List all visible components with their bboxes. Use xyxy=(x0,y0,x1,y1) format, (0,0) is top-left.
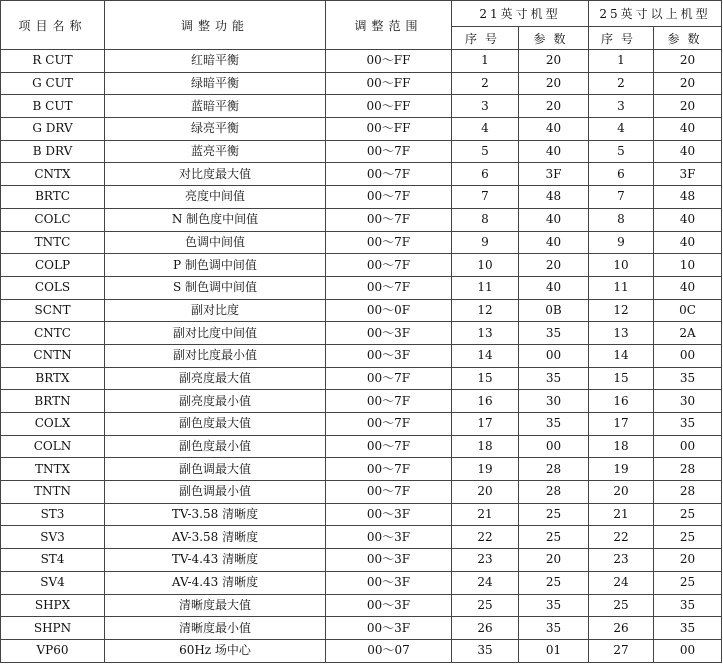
cell-item: B DRV xyxy=(1,140,105,163)
cell-seq-21: 25 xyxy=(452,594,519,617)
cell-item: SHPN xyxy=(1,617,105,640)
cell-param-21: 40 xyxy=(519,231,589,254)
table-row xyxy=(1,95,722,118)
cell-seq-25: 15 xyxy=(589,367,654,390)
table-row xyxy=(1,390,722,413)
cell-seq-21: 20 xyxy=(452,481,519,504)
table-row xyxy=(1,413,722,436)
cell-function: TV-4.43 清晰度 xyxy=(105,549,326,572)
cell-param-21: 3F xyxy=(519,163,589,186)
cell-param-25: 25 xyxy=(654,571,722,594)
cell-range: 00～7F xyxy=(326,276,452,299)
cell-param-21: 20 xyxy=(519,72,589,95)
table-body xyxy=(1,50,722,663)
cell-item: SV3 xyxy=(1,526,105,549)
cell-seq-25: 19 xyxy=(589,458,654,481)
cell-seq-21: 13 xyxy=(452,322,519,345)
cell-item: COLS xyxy=(1,276,105,299)
cell-param-25: 35 xyxy=(654,413,722,436)
cell-param-25: 35 xyxy=(654,367,722,390)
cell-range: 00～7F xyxy=(326,208,452,231)
cell-seq-21: 11 xyxy=(452,276,519,299)
cell-range: 00～FF xyxy=(326,72,452,95)
cell-function: 60Hz 场中心 xyxy=(105,639,326,662)
cell-param-21: 40 xyxy=(519,140,589,163)
cell-item: COLX xyxy=(1,413,105,436)
cell-range: 00～3F xyxy=(326,549,452,572)
cell-param-25: 20 xyxy=(654,549,722,572)
cell-item: R CUT xyxy=(1,50,105,73)
cell-param-25: 10 xyxy=(654,254,722,277)
cell-range: 00～7F xyxy=(326,481,452,504)
table-row xyxy=(1,639,722,662)
cell-param-25: 30 xyxy=(654,390,722,413)
cell-param-25: 25 xyxy=(654,503,722,526)
cell-function: 副亮度最小值 xyxy=(105,390,326,413)
cell-seq-21: 18 xyxy=(452,435,519,458)
cell-function: 色调中间值 xyxy=(105,231,326,254)
cell-function: AV-3.58 清晰度 xyxy=(105,526,326,549)
table-row xyxy=(1,118,722,141)
cell-seq-25: 25 xyxy=(589,594,654,617)
cell-seq-21: 8 xyxy=(452,208,519,231)
cell-function: 副色调最大值 xyxy=(105,458,326,481)
cell-function: 副对比度 xyxy=(105,299,326,322)
cell-range: 00～7F xyxy=(326,231,452,254)
cell-seq-25: 7 xyxy=(589,186,654,209)
cell-param-21: 20 xyxy=(519,549,589,572)
cell-param-25: 40 xyxy=(654,231,722,254)
cell-item: TNTN xyxy=(1,481,105,504)
cell-seq-21: 14 xyxy=(452,344,519,367)
cell-seq-21: 35 xyxy=(452,639,519,662)
table-row xyxy=(1,276,722,299)
table-row xyxy=(1,481,722,504)
cell-param-21: 30 xyxy=(519,390,589,413)
cell-range: 00～FF xyxy=(326,50,452,73)
cell-function: 蓝亮平衡 xyxy=(105,140,326,163)
cell-item: CNTC xyxy=(1,322,105,345)
cell-item: ST4 xyxy=(1,549,105,572)
header-group-21: 21英寸机型 xyxy=(452,1,589,27)
cell-range: 00～3F xyxy=(326,617,452,640)
cell-param-21: 20 xyxy=(519,254,589,277)
cell-range: 00～7F xyxy=(326,435,452,458)
cell-seq-25: 24 xyxy=(589,571,654,594)
table-row xyxy=(1,571,722,594)
cell-seq-21: 26 xyxy=(452,617,519,640)
cell-range: 00～7F xyxy=(326,140,452,163)
table-row xyxy=(1,617,722,640)
table-row xyxy=(1,186,722,209)
cell-param-25: 40 xyxy=(654,140,722,163)
cell-range: 00～FF xyxy=(326,118,452,141)
cell-function: 副色度最大值 xyxy=(105,413,326,436)
cell-item: BRTX xyxy=(1,367,105,390)
cell-param-21: 00 xyxy=(519,344,589,367)
table-row xyxy=(1,503,722,526)
cell-function: 绿亮平衡 xyxy=(105,118,326,141)
cell-seq-25: 22 xyxy=(589,526,654,549)
table-row xyxy=(1,526,722,549)
cell-seq-21: 1 xyxy=(452,50,519,73)
cell-seq-21: 16 xyxy=(452,390,519,413)
cell-seq-25: 16 xyxy=(589,390,654,413)
cell-range: 00～7F xyxy=(326,163,452,186)
cell-param-21: 00 xyxy=(519,435,589,458)
cell-seq-21: 23 xyxy=(452,549,519,572)
cell-seq-25: 4 xyxy=(589,118,654,141)
cell-function: 副对比度最小值 xyxy=(105,344,326,367)
cell-range: 00～3F xyxy=(326,526,452,549)
cell-function: P 制色调中间值 xyxy=(105,254,326,277)
cell-function: 亮度中间值 xyxy=(105,186,326,209)
cell-param-21: 25 xyxy=(519,571,589,594)
cell-seq-25: 14 xyxy=(589,344,654,367)
cell-seq-21: 15 xyxy=(452,367,519,390)
cell-seq-21: 21 xyxy=(452,503,519,526)
cell-function: 红暗平衡 xyxy=(105,50,326,73)
cell-item: SCNT xyxy=(1,299,105,322)
header-group-25: 25英寸以上机型 xyxy=(589,1,722,27)
cell-param-25: 28 xyxy=(654,458,722,481)
cell-function: 蓝暗平衡 xyxy=(105,95,326,118)
cell-seq-21: 7 xyxy=(452,186,519,209)
cell-param-21: 35 xyxy=(519,617,589,640)
cell-seq-21: 19 xyxy=(452,458,519,481)
header-function: 调整功能 xyxy=(105,1,326,50)
table-row xyxy=(1,208,722,231)
cell-range: 00～3F xyxy=(326,503,452,526)
cell-function: AV-4.43 清晰度 xyxy=(105,571,326,594)
cell-seq-25: 23 xyxy=(589,549,654,572)
cell-seq-25: 8 xyxy=(589,208,654,231)
cell-function: 副色调最小值 xyxy=(105,481,326,504)
cell-item: SHPX xyxy=(1,594,105,617)
cell-param-25: 25 xyxy=(654,526,722,549)
cell-function: 对比度最大值 xyxy=(105,163,326,186)
cell-item: G CUT xyxy=(1,72,105,95)
cell-seq-25: 9 xyxy=(589,231,654,254)
cell-param-25: 00 xyxy=(654,344,722,367)
cell-seq-21: 17 xyxy=(452,413,519,436)
cell-function: TV-3.58 清晰度 xyxy=(105,503,326,526)
cell-param-25: 40 xyxy=(654,208,722,231)
cell-param-25: 00 xyxy=(654,435,722,458)
table-row xyxy=(1,140,722,163)
table-row xyxy=(1,299,722,322)
cell-range: 00～7F xyxy=(326,458,452,481)
cell-function: 副色度最小值 xyxy=(105,435,326,458)
table-row xyxy=(1,72,722,95)
cell-param-21: 01 xyxy=(519,639,589,662)
cell-function: 副对比度中间值 xyxy=(105,322,326,345)
cell-param-25: 28 xyxy=(654,481,722,504)
cell-range: 00～7F xyxy=(326,413,452,436)
cell-item: COLC xyxy=(1,208,105,231)
cell-seq-25: 18 xyxy=(589,435,654,458)
table-row xyxy=(1,50,722,73)
cell-item: G DRV xyxy=(1,118,105,141)
cell-param-25: 20 xyxy=(654,95,722,118)
cell-param-21: 28 xyxy=(519,481,589,504)
cell-item: SV4 xyxy=(1,571,105,594)
cell-param-25: 35 xyxy=(654,594,722,617)
cell-item: ST3 xyxy=(1,503,105,526)
cell-param-25: 00 xyxy=(654,639,722,662)
table-row xyxy=(1,458,722,481)
cell-param-25: 3F xyxy=(654,163,722,186)
cell-seq-25: 2 xyxy=(589,72,654,95)
cell-seq-25: 20 xyxy=(589,481,654,504)
cell-seq-21: 6 xyxy=(452,163,519,186)
cell-param-21: 20 xyxy=(519,95,589,118)
cell-param-21: 48 xyxy=(519,186,589,209)
cell-seq-25: 26 xyxy=(589,617,654,640)
cell-seq-25: 13 xyxy=(589,322,654,345)
table-header xyxy=(1,1,722,50)
table-row xyxy=(1,344,722,367)
cell-function: 副亮度最大值 xyxy=(105,367,326,390)
cell-param-21: 0B xyxy=(519,299,589,322)
cell-item: CNTN xyxy=(1,344,105,367)
header-seq-21: 序号 xyxy=(452,27,519,50)
cell-param-21: 28 xyxy=(519,458,589,481)
cell-param-25: 48 xyxy=(654,186,722,209)
cell-item: BRTN xyxy=(1,390,105,413)
cell-seq-25: 6 xyxy=(589,163,654,186)
cell-param-25: 40 xyxy=(654,118,722,141)
cell-param-25: 20 xyxy=(654,50,722,73)
cell-seq-21: 22 xyxy=(452,526,519,549)
cell-item: VP60 xyxy=(1,639,105,662)
cell-range: 00～3F xyxy=(326,571,452,594)
cell-function: S 制色调中间值 xyxy=(105,276,326,299)
cell-param-21: 40 xyxy=(519,276,589,299)
cell-seq-25: 3 xyxy=(589,95,654,118)
cell-seq-21: 2 xyxy=(452,72,519,95)
header-seq-25: 序号 xyxy=(589,27,654,50)
cell-function: 清晰度最小值 xyxy=(105,617,326,640)
cell-seq-25: 27 xyxy=(589,639,654,662)
cell-item: COLP xyxy=(1,254,105,277)
cell-seq-21: 9 xyxy=(452,231,519,254)
cell-param-21: 35 xyxy=(519,367,589,390)
header-param-25: 参数 xyxy=(654,27,722,50)
table-row xyxy=(1,367,722,390)
cell-param-25: 40 xyxy=(654,276,722,299)
cell-seq-25: 11 xyxy=(589,276,654,299)
cell-range: 00～0F xyxy=(326,299,452,322)
cell-seq-25: 21 xyxy=(589,503,654,526)
table-row xyxy=(1,594,722,617)
cell-param-25: 20 xyxy=(654,72,722,95)
cell-param-21: 35 xyxy=(519,413,589,436)
cell-item: BRTC xyxy=(1,186,105,209)
table-row xyxy=(1,549,722,572)
table-row xyxy=(1,435,722,458)
cell-seq-21: 10 xyxy=(452,254,519,277)
cell-item: CNTX xyxy=(1,163,105,186)
cell-function: 绿暗平衡 xyxy=(105,72,326,95)
cell-seq-21: 24 xyxy=(452,571,519,594)
header-range: 调整范围 xyxy=(326,1,452,50)
table-row xyxy=(1,322,722,345)
cell-seq-21: 12 xyxy=(452,299,519,322)
cell-seq-25: 1 xyxy=(589,50,654,73)
cell-param-21: 20 xyxy=(519,50,589,73)
cell-range: 00～3F xyxy=(326,594,452,617)
table-row xyxy=(1,254,722,277)
cell-item: TNTX xyxy=(1,458,105,481)
table-row xyxy=(1,163,722,186)
cell-seq-21: 5 xyxy=(452,140,519,163)
cell-item: TNTC xyxy=(1,231,105,254)
header-param-21: 参数 xyxy=(519,27,589,50)
cell-function: N 制色度中间值 xyxy=(105,208,326,231)
cell-range: 00～7F xyxy=(326,367,452,390)
cell-param-25: 2A xyxy=(654,322,722,345)
cell-range: 00～3F xyxy=(326,344,452,367)
cell-item: B CUT xyxy=(1,95,105,118)
cell-param-21: 25 xyxy=(519,503,589,526)
cell-seq-25: 10 xyxy=(589,254,654,277)
cell-range: 00～FF xyxy=(326,95,452,118)
cell-range: 00～7F xyxy=(326,254,452,277)
cell-param-21: 40 xyxy=(519,208,589,231)
cell-seq-25: 17 xyxy=(589,413,654,436)
table-row xyxy=(1,231,722,254)
cell-param-25: 0C xyxy=(654,299,722,322)
cell-seq-25: 12 xyxy=(589,299,654,322)
cell-item: COLN xyxy=(1,435,105,458)
cell-param-21: 35 xyxy=(519,322,589,345)
header-item-name: 项目名称 xyxy=(1,1,105,50)
cell-param-21: 35 xyxy=(519,594,589,617)
cell-seq-21: 4 xyxy=(452,118,519,141)
cell-function: 清晰度最大值 xyxy=(105,594,326,617)
cell-param-21: 40 xyxy=(519,118,589,141)
cell-range: 00～7F xyxy=(326,186,452,209)
cell-range: 00～07 xyxy=(326,639,452,662)
cell-seq-25: 5 xyxy=(589,140,654,163)
cell-seq-21: 3 xyxy=(452,95,519,118)
cell-range: 00～3F xyxy=(326,322,452,345)
cell-range: 00～7F xyxy=(326,390,452,413)
cell-param-21: 25 xyxy=(519,526,589,549)
cell-param-25: 35 xyxy=(654,617,722,640)
